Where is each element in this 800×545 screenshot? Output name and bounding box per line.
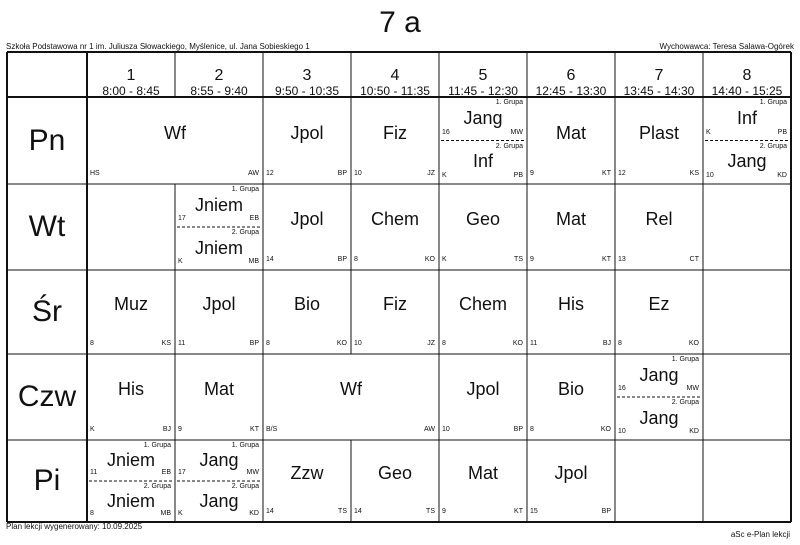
lesson-subject: Bio (557, 379, 584, 399)
lesson-cell (527, 97, 615, 184)
app-credit: aSc e-Plan lekcji (730, 530, 790, 539)
lesson-room: 10 (354, 340, 362, 347)
period-header (527, 68, 615, 98)
lesson-teacher: TS (514, 256, 523, 263)
lesson-room: K (178, 258, 183, 265)
group-label: 2. Grupa (759, 142, 787, 150)
school-name: Szkoła Podstawowa nr 1 im. Juliusza Słowackiego, Myślenice, ul. Jana Sobieskiego 1 (6, 42, 310, 51)
lesson-cell (615, 270, 703, 354)
lesson-cell (615, 97, 703, 184)
period-header (175, 68, 263, 98)
lesson-cell (175, 270, 263, 354)
lesson-cell (439, 354, 527, 440)
lesson-cell (263, 354, 439, 440)
lesson-cell (87, 270, 175, 354)
period-time: 14:40 - 15:25 (711, 84, 783, 98)
lesson-teacher: BP (337, 256, 347, 263)
lesson-subject: Mat (555, 122, 586, 143)
period-number: 7 (654, 67, 664, 84)
lesson-cell (351, 184, 439, 270)
period-number: 1 (126, 67, 136, 84)
lesson-subject: Jniem (106, 490, 155, 511)
lesson-room: 14 (354, 508, 362, 515)
lesson-cell (615, 354, 703, 440)
lesson-subject: Jniem (106, 449, 155, 470)
lesson-subject: Mat (203, 379, 234, 399)
lesson-subject: Jniem (194, 194, 243, 215)
lesson-subject: Jang (639, 364, 679, 385)
lesson-cell (439, 97, 527, 184)
day-label: Wt (28, 210, 66, 243)
lesson-subject: Geo (377, 463, 413, 483)
lesson-teacher: KT (602, 256, 611, 263)
lesson-room: 17 (178, 469, 186, 476)
lesson-subject: Rel (645, 209, 673, 229)
lesson-cell (263, 270, 351, 354)
lesson-teacher: BP (601, 508, 611, 515)
period-number: 2 (214, 67, 224, 84)
lesson-teacher: EB (249, 215, 259, 222)
period-time: 8:55 - 9:40 (190, 84, 248, 98)
lesson-teacher: MB (160, 510, 171, 517)
lesson-room: 9 (178, 426, 182, 433)
lesson-room: 14 (266, 508, 274, 515)
lesson-subject: Ez (648, 294, 670, 314)
lesson-room: 8 (354, 256, 358, 263)
lesson-room: 8 (90, 340, 94, 347)
lesson-cell (175, 354, 263, 440)
lesson-room: 9 (530, 256, 534, 263)
lesson-teacher: AW (423, 426, 435, 433)
lesson-subject: Jpol (290, 122, 324, 143)
lesson-subject: Chem (370, 209, 419, 229)
lesson-subject: Jpol (202, 294, 236, 314)
group-label: 2. Grupa (231, 229, 259, 236)
day-label: Śr (32, 295, 62, 328)
lesson-cell (527, 270, 615, 354)
lesson-room: K (90, 426, 95, 433)
lesson-teacher: KS (689, 170, 699, 177)
period-time: 13:45 - 14:30 (623, 84, 695, 98)
group-label: 2. Grupa (495, 142, 523, 150)
lesson-subject: Jpol (554, 463, 588, 483)
lesson-teacher: TS (426, 508, 435, 515)
lesson-teacher: MW (510, 128, 523, 136)
lesson-subject: Jang (199, 490, 239, 511)
period-header (87, 68, 175, 98)
lesson-room: 8 (530, 426, 534, 433)
lesson-room: K (178, 510, 183, 517)
lesson-room: 15 (530, 508, 538, 515)
lesson-room: K (442, 256, 447, 263)
group-label: 1. Grupa (231, 442, 259, 449)
lesson-cell (527, 184, 615, 270)
lesson-room: 9 (530, 170, 534, 177)
group-label: 2. Grupa (671, 399, 699, 406)
period-header (703, 68, 791, 98)
group-label: 1. Grupa (495, 99, 523, 106)
generated-date: Plan lekcji wygenerowany: 10.09.2025 (6, 522, 143, 531)
lesson-subject: Jniem (194, 237, 243, 258)
lesson-room: 11 (90, 469, 98, 476)
lesson-cell (87, 440, 175, 522)
lesson-room: 10 (354, 170, 362, 177)
lesson-subject: Bio (293, 294, 320, 314)
lesson-cell (263, 440, 351, 522)
lesson-teacher: BJ (602, 340, 611, 347)
lesson-cell (351, 270, 439, 354)
lesson-teacher: KD (249, 510, 259, 517)
lesson-subject: Plast (638, 122, 680, 143)
lesson-teacher: KT (250, 426, 259, 433)
lesson-cell (527, 354, 615, 440)
period-header (615, 68, 703, 98)
lesson-room: 12 (618, 170, 626, 177)
lesson-room: 10 (618, 428, 626, 435)
period-time: 8:00 - 8:45 (102, 84, 160, 98)
lesson-room: B/S (266, 426, 278, 433)
period-number: 5 (478, 67, 488, 84)
lesson-room: K (442, 172, 447, 179)
lesson-room: 14 (266, 256, 274, 263)
period-number: 3 (302, 67, 312, 84)
lesson-teacher: KO (512, 340, 523, 347)
lesson-subject: Inf (472, 151, 493, 172)
lesson-room: 9 (442, 508, 446, 515)
period-time: 11:45 - 12:30 (448, 84, 518, 98)
lesson-teacher: PB (513, 172, 523, 179)
lesson-teacher: AW (247, 170, 259, 177)
lesson-subject: Jang (639, 407, 679, 428)
class-tutor: Wychowawca: Teresa Salawa-Ogórek (659, 42, 794, 51)
day-label: Pn (28, 123, 66, 157)
lesson-teacher: MB (248, 258, 259, 265)
lesson-cell (439, 184, 527, 270)
lesson-teacher: MW (686, 385, 699, 392)
lesson-room: 8 (90, 510, 94, 517)
lesson-subject: Jang (727, 151, 767, 172)
period-number: 8 (742, 67, 752, 84)
period-number: 6 (566, 67, 576, 84)
lesson-cell (87, 354, 175, 440)
lesson-subject: Geo (465, 209, 501, 229)
lesson-subject: Chem (458, 294, 507, 314)
lesson-room: 11 (178, 340, 186, 347)
lesson-subject: His (118, 379, 144, 399)
lesson-teacher: TS (338, 508, 347, 515)
group-label: 1. Grupa (231, 186, 259, 193)
lesson-cell (351, 97, 439, 184)
lesson-room: K (706, 128, 711, 136)
lesson-teacher: KD (777, 172, 787, 179)
lesson-subject: Jang (463, 107, 503, 128)
lesson-room: 10 (706, 172, 714, 179)
day-label: Czw (17, 380, 77, 413)
lesson-teacher: KS (161, 340, 171, 347)
lesson-subject: Fiz (383, 122, 407, 143)
lesson-subject: Jpol (290, 209, 324, 229)
lesson-subject: Mat (467, 463, 498, 483)
period-time: 12:45 - 13:30 (535, 84, 607, 98)
lesson-cell (527, 440, 615, 522)
lesson-teacher: BP (249, 340, 259, 347)
lesson-room: 12 (266, 170, 274, 177)
lesson-subject: His (558, 294, 584, 314)
lesson-room: 16 (442, 128, 450, 136)
lesson-subject: Muz (113, 294, 148, 314)
lesson-cell (263, 184, 351, 270)
lesson-teacher: MW (246, 469, 259, 476)
lesson-room: 8 (266, 340, 270, 347)
group-label: 1. Grupa (671, 356, 699, 363)
lesson-teacher: BP (513, 426, 523, 433)
day-label: Pi (33, 464, 61, 497)
lesson-teacher: KD (689, 428, 699, 435)
lesson-teacher: JZ (427, 340, 435, 347)
lesson-teacher: KO (688, 340, 699, 347)
period-header (439, 68, 527, 98)
lesson-room: 16 (618, 385, 626, 392)
lesson-cell (175, 184, 263, 270)
period-time: 9:50 - 10:35 (274, 84, 340, 98)
lesson-cell (263, 97, 351, 184)
group-label: 2. Grupa (143, 483, 171, 490)
lesson-teacher: KO (336, 340, 347, 347)
lesson-teacher: BP (337, 170, 347, 177)
period-number: 4 (390, 67, 400, 84)
lesson-cell (351, 440, 439, 522)
lesson-room: 10 (442, 426, 450, 433)
lesson-teacher: JZ (427, 170, 435, 177)
lesson-subject: Wf (340, 379, 362, 399)
lesson-cell (703, 97, 791, 184)
lesson-room: 11 (530, 340, 538, 347)
lesson-room: 17 (178, 215, 186, 222)
period-header (351, 68, 439, 98)
lesson-subject: Zzw (290, 463, 324, 483)
lesson-cell (87, 97, 263, 184)
lesson-room: 13 (618, 256, 626, 263)
lesson-teacher: EB (161, 469, 171, 476)
lesson-subject: Inf (736, 107, 757, 128)
lesson-room: HS (90, 170, 100, 177)
lesson-room: 8 (618, 340, 622, 347)
lesson-teacher: BJ (162, 426, 171, 433)
group-label: 1. Grupa (759, 99, 787, 106)
lesson-cell (439, 440, 527, 522)
lesson-teacher: KO (600, 426, 611, 433)
lesson-teacher: KT (602, 170, 611, 177)
lesson-room: 8 (442, 340, 446, 347)
group-label: 2. Grupa (231, 483, 259, 490)
period-time: 10:50 - 11:35 (360, 84, 430, 98)
lesson-teacher: KT (514, 508, 523, 515)
lesson-subject: Wf (164, 122, 186, 143)
group-label: 1. Grupa (143, 442, 171, 449)
lesson-subject: Jang (199, 449, 239, 470)
lesson-subject: Fiz (383, 294, 407, 314)
lesson-cell (439, 270, 527, 354)
lesson-teacher: CT (689, 256, 699, 263)
lesson-teacher: KO (424, 256, 435, 263)
lesson-cell (615, 184, 703, 270)
lesson-subject: Mat (555, 209, 586, 229)
lesson-subject: Jpol (466, 379, 500, 399)
period-header (263, 68, 351, 98)
lesson-cell (175, 440, 263, 522)
lesson-teacher: PB (777, 128, 787, 136)
timetable-title: 7 a (379, 6, 421, 39)
